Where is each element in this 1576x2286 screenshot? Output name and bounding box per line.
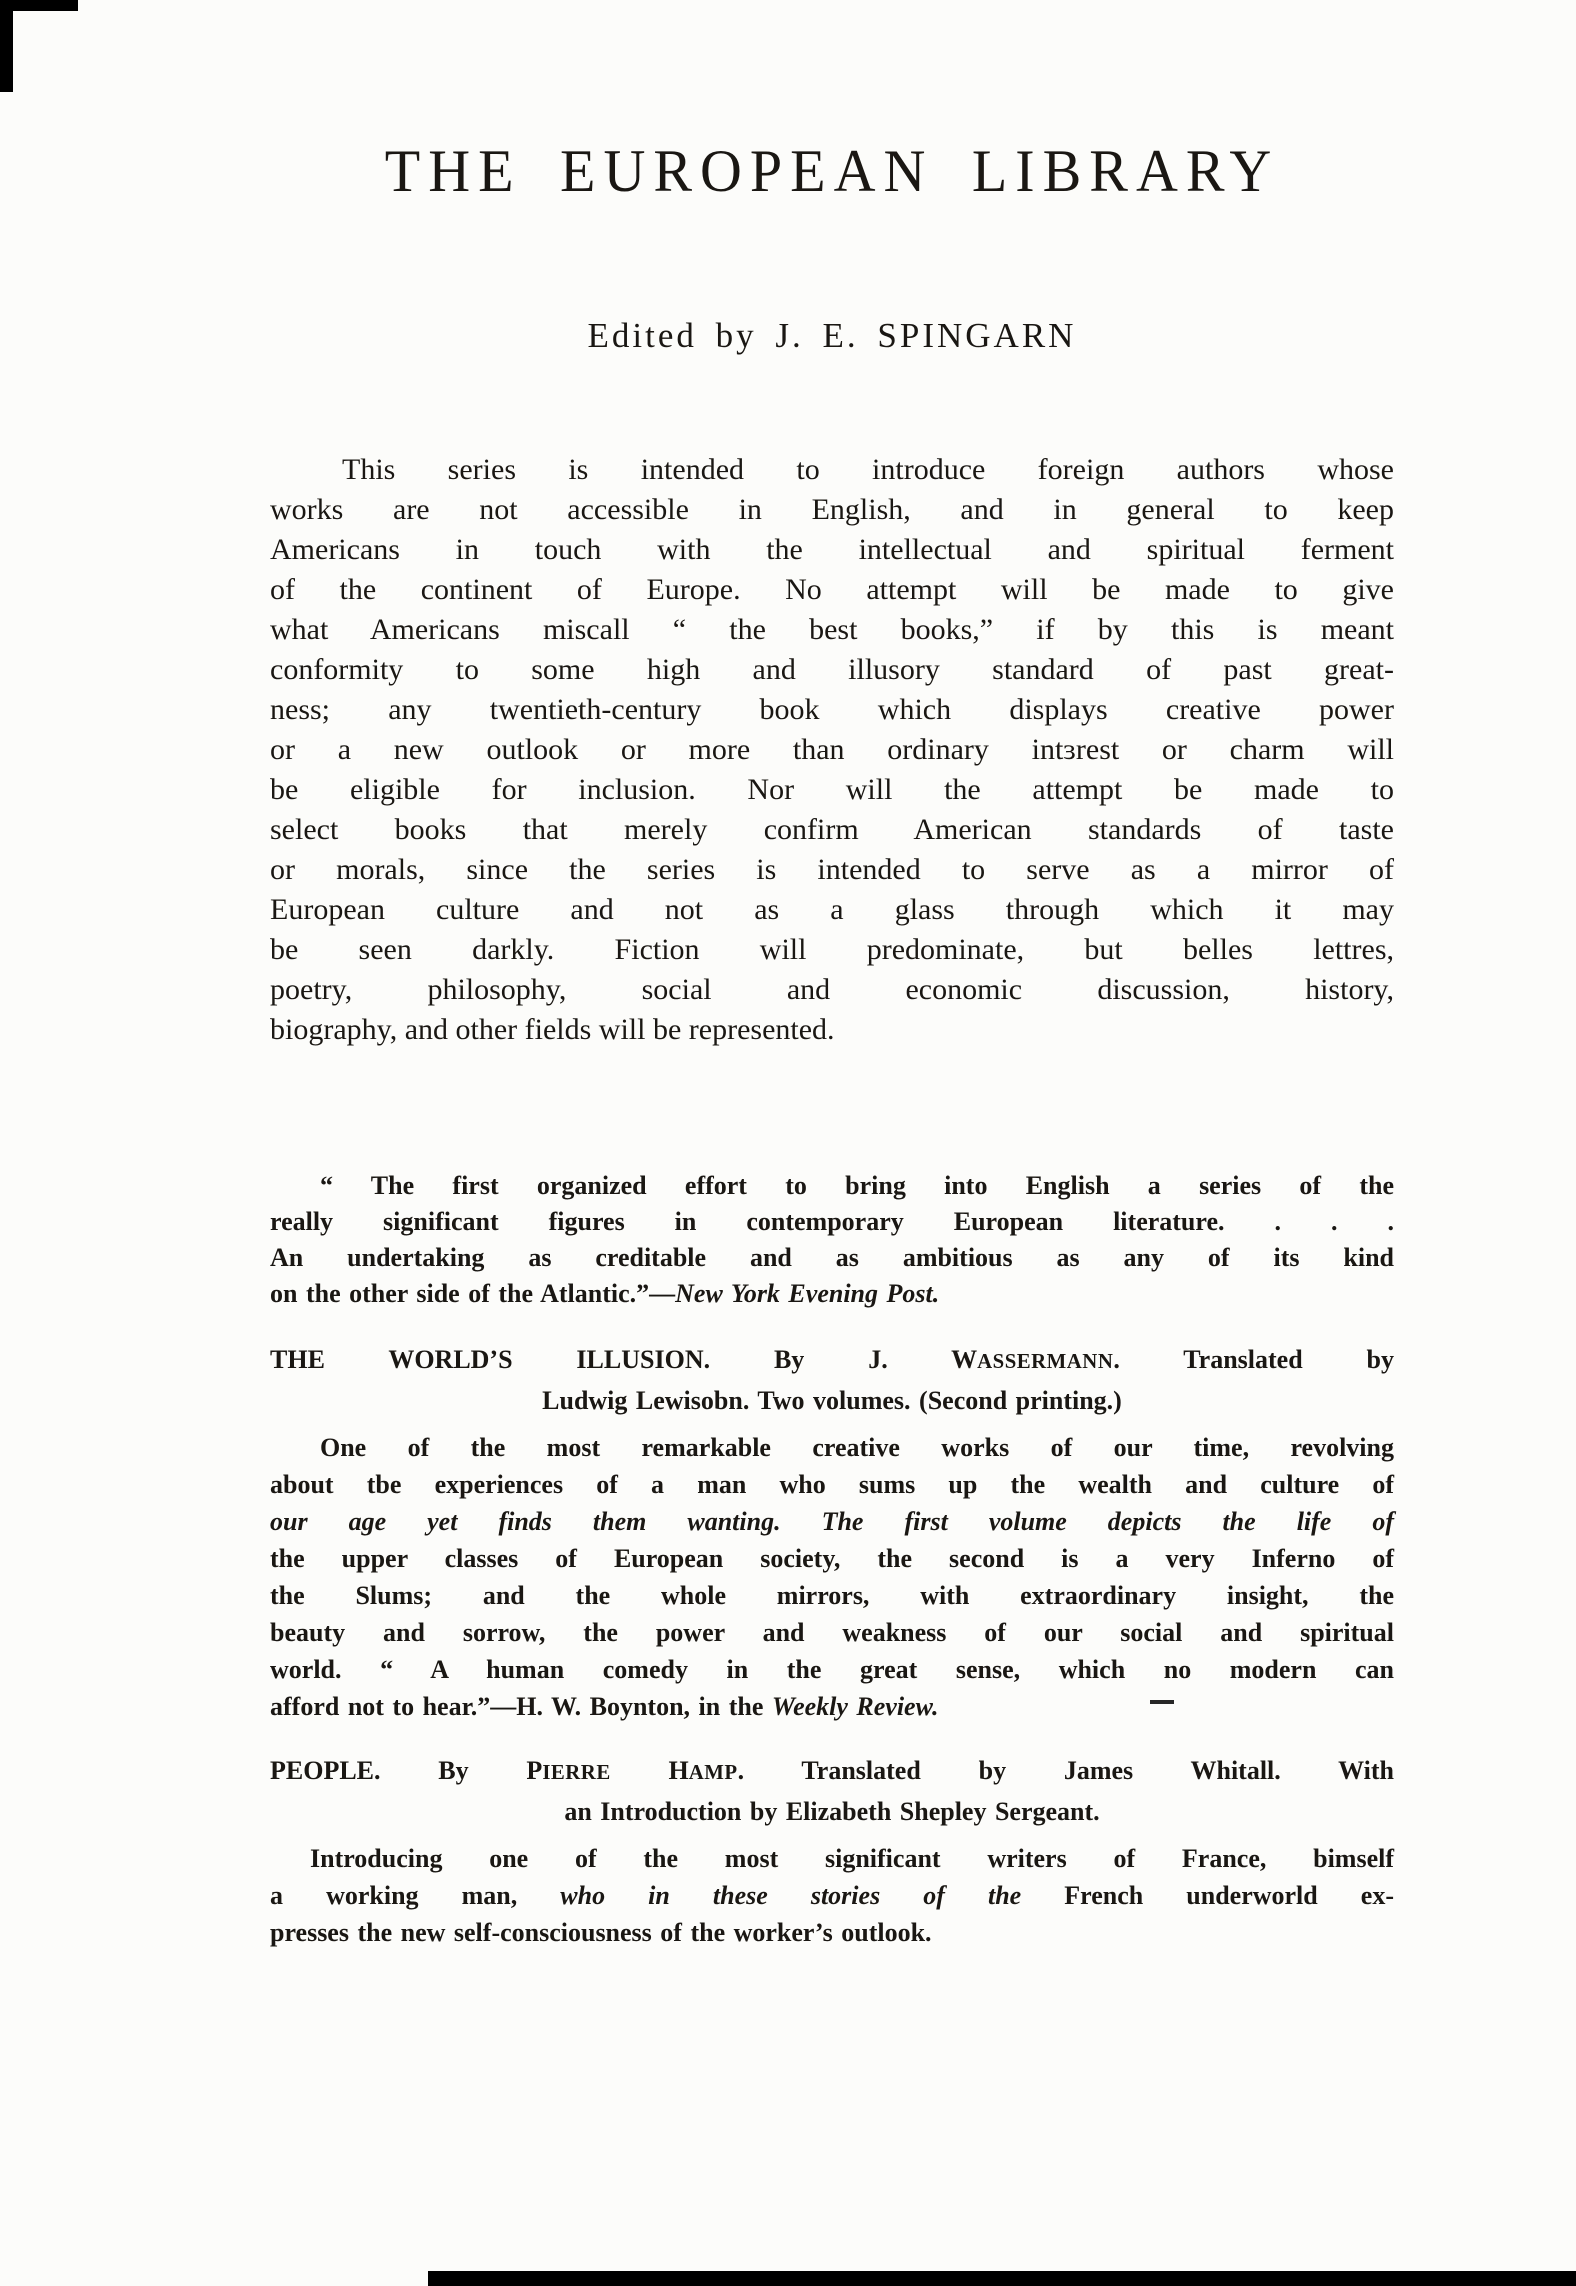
text-line: really significant figures in contemporary European literature. . . . xyxy=(270,1207,1394,1236)
text-line: afford not to hear.”—H. W. Boynton, in the Weekly Review. xyxy=(270,1692,939,1721)
text-line: PEOPLE. By PIERRE HAMP. Translated by James Whitall. With xyxy=(270,1756,1394,1785)
page-subtitle: Edited by J. E. SPINGARN xyxy=(587,316,1077,355)
text-line: “ The first organized effort to bring into English a series of the xyxy=(320,1171,1394,1200)
text-line: beauty and sorrow, the power and weakness of our social and spiritual xyxy=(270,1618,1394,1647)
text-line: Ludwig Lewisobn. Two volumes. (Second printing.) xyxy=(542,1386,1122,1415)
scan-edge-artifact-left-top xyxy=(0,0,13,92)
page-title: THE EUROPEAN LIBRARY xyxy=(384,136,1280,205)
text-line: what Americans miscall “ the best books,” if by this is meant xyxy=(270,613,1394,646)
book-entry-blurb-people xyxy=(270,1840,1394,1951)
scan-edge-artifact-top xyxy=(0,0,78,11)
text-line: our age yet finds them wanting. The first volume depicts the life of xyxy=(270,1507,1394,1536)
text-line: This series is intended to introduce foreign authors whose xyxy=(342,453,1394,486)
text-line: Americans in touch with the intellectual and spiritual ferment xyxy=(270,533,1394,566)
text-line: select books that merely confirm American standards of taste xyxy=(270,813,1394,846)
press-quote xyxy=(270,1168,1394,1312)
book-entry-heading-worlds-illusion xyxy=(270,1340,1394,1420)
text-line: or a new outlook or more than ordinary intɜrest or charm will xyxy=(270,733,1394,766)
text-line: One of the most remarkable creative works of our time, revolving xyxy=(320,1433,1394,1462)
text-line: or morals, since the series is intended to serve as a mirror of xyxy=(270,853,1394,886)
text-line: an Introduction by Elizabeth Shepley Sergeant. xyxy=(564,1797,1100,1826)
scan-edge-artifact-bottom xyxy=(428,2271,1576,2286)
text-line: Introducing one of the most significant writers of France, bimself xyxy=(310,1844,1394,1873)
text-line: biography, and other fields will be represented. xyxy=(270,1013,835,1046)
page-content xyxy=(270,0,1394,1951)
text-line: the upper classes of European society, the second is a very Inferno of xyxy=(270,1544,1394,1573)
text-line: world. “ A human comedy in the great sense, which no modern can xyxy=(270,1655,1394,1684)
text-line: the Slums; and the whole mirrors, with extraordinary insight, the xyxy=(270,1581,1394,1610)
text-line: works are not accessible in English, and in general to keep xyxy=(270,493,1394,526)
text-line: An undertaking as creditable and as ambitious as any of its kind xyxy=(270,1243,1394,1272)
text-line: ness; any twentieth-century book which displays creative power xyxy=(270,693,1394,726)
scan-stray-mark xyxy=(1150,1700,1174,1704)
book-entry-heading-people xyxy=(270,1751,1394,1831)
text-line: a working man, who in these stories of the French underworld ex- xyxy=(270,1881,1395,1910)
text-line: of the continent of Europe. No attempt will be made to give xyxy=(270,573,1394,606)
text-line: about tbe experiences of a man who sums up the wealth and culture of xyxy=(270,1470,1394,1499)
text-line: European culture and not as a glass through which it may xyxy=(270,893,1394,926)
text-line: be eligible for inclusion. Nor will the attempt be made to xyxy=(270,773,1394,806)
book-entry-blurb-worlds-illusion xyxy=(270,1429,1394,1725)
text-line: presses the new self-consciousness of the worker’s outlook. xyxy=(270,1918,932,1947)
intro-paragraph xyxy=(270,450,1394,1050)
text-line: be seen darkly. Fiction will predominate, but belles lettres, xyxy=(270,933,1394,966)
text-line: THE WORLD’S ILLUSION. By J. WASSERMANN. Translated by xyxy=(270,1345,1395,1374)
text-line: poetry, philosophy, social and economic discussion, history, xyxy=(270,973,1394,1006)
text-line: on the other side of the Atlantic.”—New York Evening Post. xyxy=(270,1279,940,1308)
text-line: conformity to some high and illusory standard of past great- xyxy=(270,653,1394,686)
